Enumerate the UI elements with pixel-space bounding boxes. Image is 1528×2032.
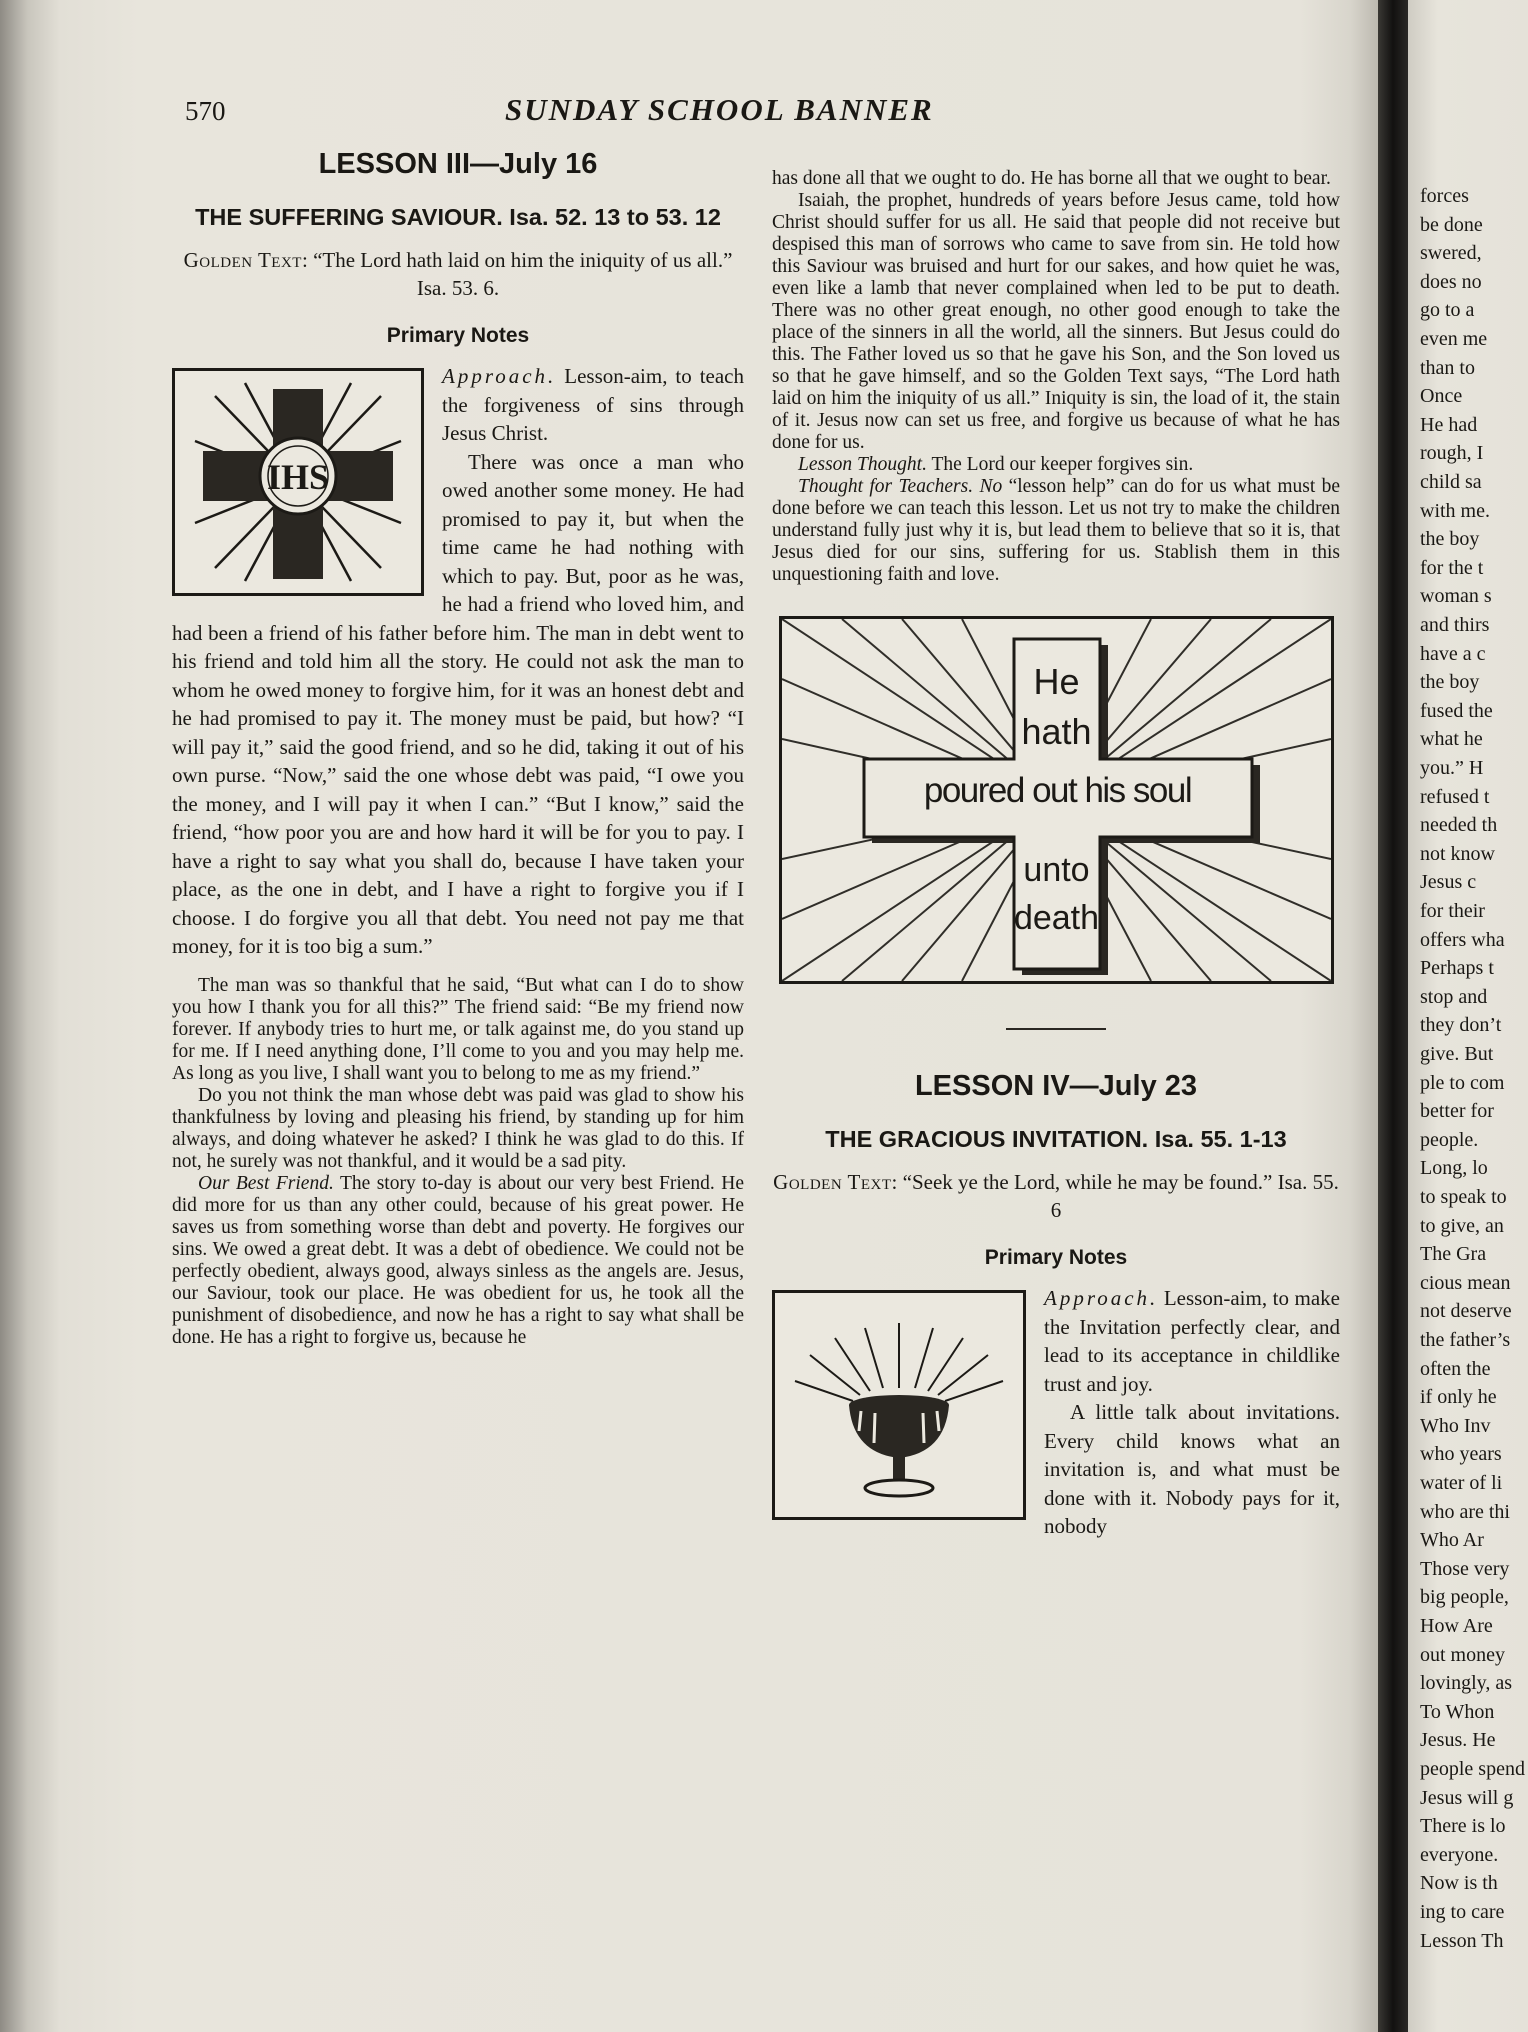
invitation-talk: A little talk about invitations. Every child knows what an invitation is, and what must be done with it. Nobody pays for it, nobody [1044,1400,1340,1538]
next-page-line: go to a [1420,299,1475,322]
running-title: SUNDAY SCHOOL BANNER [505,92,934,127]
next-page-line: who are thi [1420,1500,1510,1523]
next-page-line: for their [1420,900,1485,922]
next-page-line: they don’t [1420,1014,1502,1037]
next-page-line: Jesus c [1420,871,1477,894]
next-page-line: Long, lo [1420,1157,1488,1180]
best-friend-paragraph [172,1173,744,1349]
cross-line-1: He [1033,661,1080,702]
next-page-line: ing to care [1420,1901,1505,1923]
story-paragraph-1: There was once a man who owed another some money. He had promised to pay it, but when the time came he had nothing with which to pay. But, poor as he was, he had a friend who loved him, and had been a friend of his father before him. The man in debt went to his friend and told him all the story. He could not ask the man to whom he owed money to forgive him, for it was an honest debt and he had promised to pay it. The money must be paid, but how? “I will pay it,” said the good friend, and so he did, taking it out of his own purse. “Now,” said the one whose debt was paid, “I owe you the money, and I will pay it when I can.” “But I know,” said the friend, “how poor you are and how hard it will be for you to pay. I have a right to say what you shall do, because I have taken your place, as the one in debt, and I have a right to forgive you if I choose. I do forgive you all that debt. You need not pay me that money, for it is too big a sum.” [172,449,744,958]
next-page-line: Now is th [1420,1872,1498,1895]
next-page-line: needed th [1420,814,1498,837]
lesson-4-heading: LESSON IV—July 23 [914,1070,1198,1102]
lesson-thought [772,454,1340,476]
next-page-line: often the [1420,1357,1491,1380]
next-page-line: How Are [1420,1615,1493,1637]
next-page-line: ple to com [1420,1071,1505,1094]
lesson-3-notes-heading: Primary Notes [386,324,530,347]
best-friend-text: The story to-day is about our very best Friend. He did more for us than any other could, because of his great power. He saves us from something worse than debt and poverty. He forgives our sins. We owed a great debt. It was a debt of obedience. We could not be perfectly obedient, always good, always sinless as the angels are. Jesus, our Saviour, took our place. He was obedient for us, he took all the punishment of disobedience, and now he has a right to say what shall be done. He has a right to forgive us, because he [172,1172,744,1348]
next-page-line: Lesson Th [1420,1929,1504,1952]
teachers-text: “lesson help” can do for us what must be done before we can teach this lesson. Let us not try to make the children understand fully just why it is, but lead them to believe that so it is, that Jesus died for our sins, suffering for us. Stablish them in this unquestioning faith and love. [772,476,1341,585]
poured-out-cross-illustration [779,616,1334,984]
next-page-line: woman s [1420,585,1492,608]
continued-paragraph: has done all that we ought to do. He has borne all that we ought to bear. [772,168,1331,189]
approach-text: Lesson-aim, to make the Invitation perfectly clear, and lead to its acceptance in childlike trust and joy. [1044,1286,1341,1396]
thought-for-teachers [772,476,1340,586]
chalice-icon [775,1293,1023,1517]
cross-line-4: unto [1023,851,1090,889]
next-page-line: if only he [1420,1386,1497,1409]
left-column [172,148,744,1349]
next-page-line: big people, [1420,1586,1509,1609]
golden-text-body: “The Lord hath laid on him the iniquity of us all.” Isa. 53. 6. [313,248,733,300]
page-number: 570 [185,96,226,126]
next-page-line: There is lo [1420,1815,1506,1838]
next-page-line: Jesus will g [1420,1786,1514,1809]
next-page-line: people. [1420,1128,1479,1151]
next-page-line: stop and [1420,985,1488,1008]
ihs-cross-icon [175,371,421,593]
lesson-thought-label: Lesson Thought. [798,454,927,475]
lesson-3-scripture: Isa. 52. 13 to 53. 12 [509,204,721,230]
next-page-line: out money [1420,1643,1505,1666]
next-page-line: Those very [1420,1557,1510,1580]
next-page-line: lovingly, as [1420,1672,1513,1695]
next-page-line: not deserve [1420,1300,1512,1323]
next-page-line: than to [1420,356,1475,379]
next-page-line: you.” H [1420,757,1484,779]
next-page-line: cious mean [1420,1271,1511,1294]
next-page-line: the father’s [1420,1329,1511,1351]
next-page-line: forces [1420,185,1469,207]
story-paragraph-3: Do you not think the man whose debt was paid was glad to show his thankfulness by loving and pleasing his friend, by standing up for him always, and doing whatever he asked? I think he was glad to do this. If not, he surely was not thankful, and it would be a sad pity. [172,1084,744,1172]
teachers-no: No [979,476,1003,497]
next-page-line: who years [1420,1443,1502,1466]
next-page-line: for the t [1420,556,1484,579]
next-page-line: does no [1420,270,1482,293]
ihs-cross-illustration [172,368,424,596]
next-page-line: water of li [1420,1472,1503,1494]
next-page-line: Perhaps t [1420,957,1494,980]
right-column [772,168,1340,1541]
approach-text: Lesson-aim, to teach the forgiveness of sins through Jesus Christ. [442,364,745,445]
best-friend-label: Our Best Friend. [198,1172,334,1194]
next-page-line: rough, I [1420,442,1484,465]
next-page-line: be done [1420,213,1483,236]
cross-line-5: death [1013,899,1100,937]
approach-label: Approach. [1044,1286,1159,1310]
lesson-thought-text: The Lord our keeper forgives sin. [931,454,1194,475]
next-page-line: Who Ar [1420,1529,1484,1552]
next-page-line: offers wha [1420,928,1505,951]
lesson-3-title [172,203,744,232]
approach-label: Approach. [442,364,557,388]
lesson-4-title [772,1125,1340,1154]
next-page-line: the boy [1420,671,1480,694]
golden-text-label: Golden Text [773,1170,892,1194]
next-page-line: everyone. [1420,1843,1499,1866]
next-page-line: and thirs [1420,614,1490,636]
next-page-line: Jesus. He [1420,1729,1496,1752]
next-page-line: give. But [1420,1043,1494,1065]
next-page-line: to give, an [1420,1214,1504,1237]
chalice-illustration [772,1290,1026,1520]
next-page-line: Once [1420,385,1463,408]
next-page-line: To Whon [1420,1700,1495,1723]
svg-text:IHS: IHS [266,457,330,497]
next-page-line: have a c [1420,642,1486,665]
cross-line-3: poured out his soul [923,771,1192,810]
next-page-line: to speak to [1420,1186,1507,1208]
next-page-line: swered, [1420,242,1482,265]
next-page-line: refused t [1420,785,1490,808]
story-paragraph-2: The man was so thankful that he said, “But what can I do to show you how I thank you for all this?” The friend said: “Be my friend now forever. If anybody tries to hurt me, or talk against me, do you stand up for me. If I need anything done, I’ll come to you and you may help me. As long as you live, I shall want you to belong to me as my friend.” [172,974,744,1084]
teachers-label: Thought for Teachers. [798,476,974,497]
next-page-line: even me [1420,328,1488,350]
lesson-4-notes-heading: Primary Notes [984,1246,1128,1269]
next-page-line: what he [1420,728,1483,751]
next-page-line: the boy [1420,528,1480,551]
book-gutter [1378,0,1408,2032]
lesson-4-scripture: Isa. 55. 1-13 [1154,1126,1287,1152]
next-page-line: people spend [1420,1758,1525,1780]
golden-text-body: “Seek ye the Lord, while he may be found.” Isa. 55. 6 [902,1170,1339,1222]
next-page-line: Who Inv [1420,1414,1491,1437]
next-page-edge [1408,0,1528,2032]
lesson-3-heading: LESSON III—July 16 [318,148,598,180]
next-page-line: with me. [1420,499,1490,522]
page-header [185,92,1005,136]
lesson-3-title-text: THE SUFFERING SAVIOUR. [195,204,503,230]
lesson-4-title-text: THE GRACIOUS INVITATION. [825,1126,1149,1152]
next-page-line: He had [1420,413,1478,436]
next-page-line: fused the [1420,699,1493,722]
next-page-line: child sa [1420,471,1482,493]
cross-line-2: hath [1021,711,1092,752]
next-page-line: The Gra [1420,1243,1487,1266]
isaiah-paragraph: Isaiah, the prophet, hundreds of years before Jesus came, told how Christ should suffer for us all. He said that people did not receive but despised this man of sorrows who came to save from sin. He told how this Saviour was bruised and hurt for our sakes, and how quiet he was, even like a lamb that never complained when led to be put to death. There was no other great enough, no other good enough to take the place of the sinners in all the world, all the sinners. But Jesus could do this. The Father loved us so that he gave his Son, and the Son loved us so that he gave himself, and so the Golden Text says, “The Lord hath laid on him the iniquity of us all.” Iniquity is sin, the load of it, the stain of it. Jesus now can set us free, and forgive us because of what he has done for us. [772,190,1340,453]
lesson-4-golden-text: Golden Text: “Seek ye the Lord, while he may be found.” Isa. 55. 6 [773,1170,1339,1222]
next-page-line: better for [1420,1100,1494,1123]
lesson-3-golden-text: Golden Text: “The Lord hath laid on him the iniquity of us all.” Isa. 53. 6. [183,248,733,300]
golden-text-label: Golden Text [183,248,302,272]
section-divider [1006,1028,1106,1030]
next-page-line: not know [1420,842,1495,865]
